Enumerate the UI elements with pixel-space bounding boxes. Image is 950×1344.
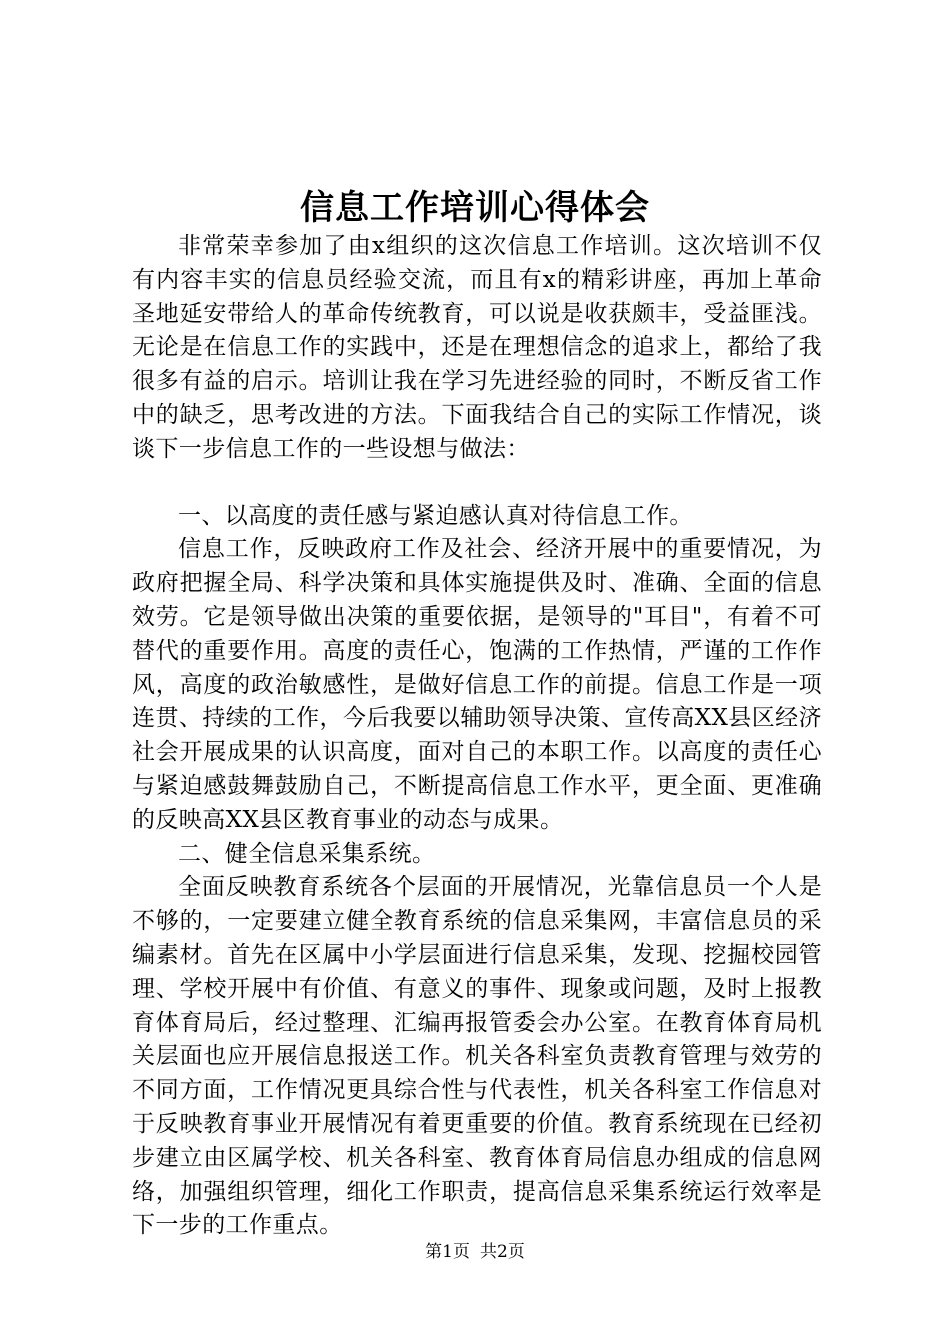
paragraph-intro: 非常荣幸参加了由x组织的这次信息工作培训。这次培训不仅有内容丰实的信息员经验交流，而且有x的精彩讲座，再加上革命圣地延安带给人的革命传统教育，可以说是收获颇丰，受益匪浅。无论是在信息工作的实践中，还是在理想信念的追求上，都给了我很多有益的启示。培训让我在学习先进经验的同时，不断反省工作中的缺乏，思考改进的方法。下面我结合自己的实际工作情况，谈谈下一步信息工作的一些设想与做法： bbox=[132, 233, 822, 462]
section-heading-2: 二、健全信息采集系统。 bbox=[178, 840, 436, 867]
document-title: 信息工作培训心得体会 bbox=[300, 188, 650, 228]
document-body bbox=[132, 230, 822, 1243]
page-total: 共2页 bbox=[480, 1242, 525, 1262]
paragraph-section-1: 信息工作，反映政府工作及社会、经济开展中的重要情况，为政府把握全局、科学决策和具体实施提供及时、准确、全面的信息效劳。它是领导做出决策的重要依据，是领导的"耳目"，有着不可替代的重要作用。高度的责任心，饱满的工作热情，严谨的工作作风，高度的政治敏感性，是做好信息工作的前提。信息工作是一项连贯、持续的工作，今后我要以辅助领导决策、宣传高XX县区经济社会开展成果的认识高度，面对自己的本职工作。以高度的责任心与紧迫感鼓舞鼓励自己，不断提高信息工作水平，更全面、更准确的反映高XX县区教育事业的动态与成果。 bbox=[132, 536, 822, 833]
page-footer bbox=[0, 1240, 950, 1264]
page-number: 第1页 bbox=[425, 1242, 470, 1262]
section-heading-1: 一、以高度的责任感与紧迫感认真对待信息工作。 bbox=[178, 502, 693, 529]
paragraph-section-2: 全面反映教育系统各个层面的开展情况，光靠信息员一个人是不够的，一定要建立健全教育系统的信息采集网，丰富信息员的采编素材。首先在区属中小学层面进行信息采集，发现、挖掘校园管理、学校开展中有价值、有意义的事件、现象或问题，及时上报教育体育局后，经过整理、汇编再报管委会办公室。在教育体育局机关层面也应开展信息报送工作。机关各科室负责教育管理与效劳的不同方面，工作情况更具综合性与代表性，机关各科室工作信息对于反映教育事业开展情况有着更重要的价值。教育系统现在已经初步建立由区属学校、机关各科室、教育体育局信息办组成的信息网络，加强组织管理，细化工作职责，提高信息采集系统运行效率是下一步的工作重点。 bbox=[132, 874, 822, 1239]
